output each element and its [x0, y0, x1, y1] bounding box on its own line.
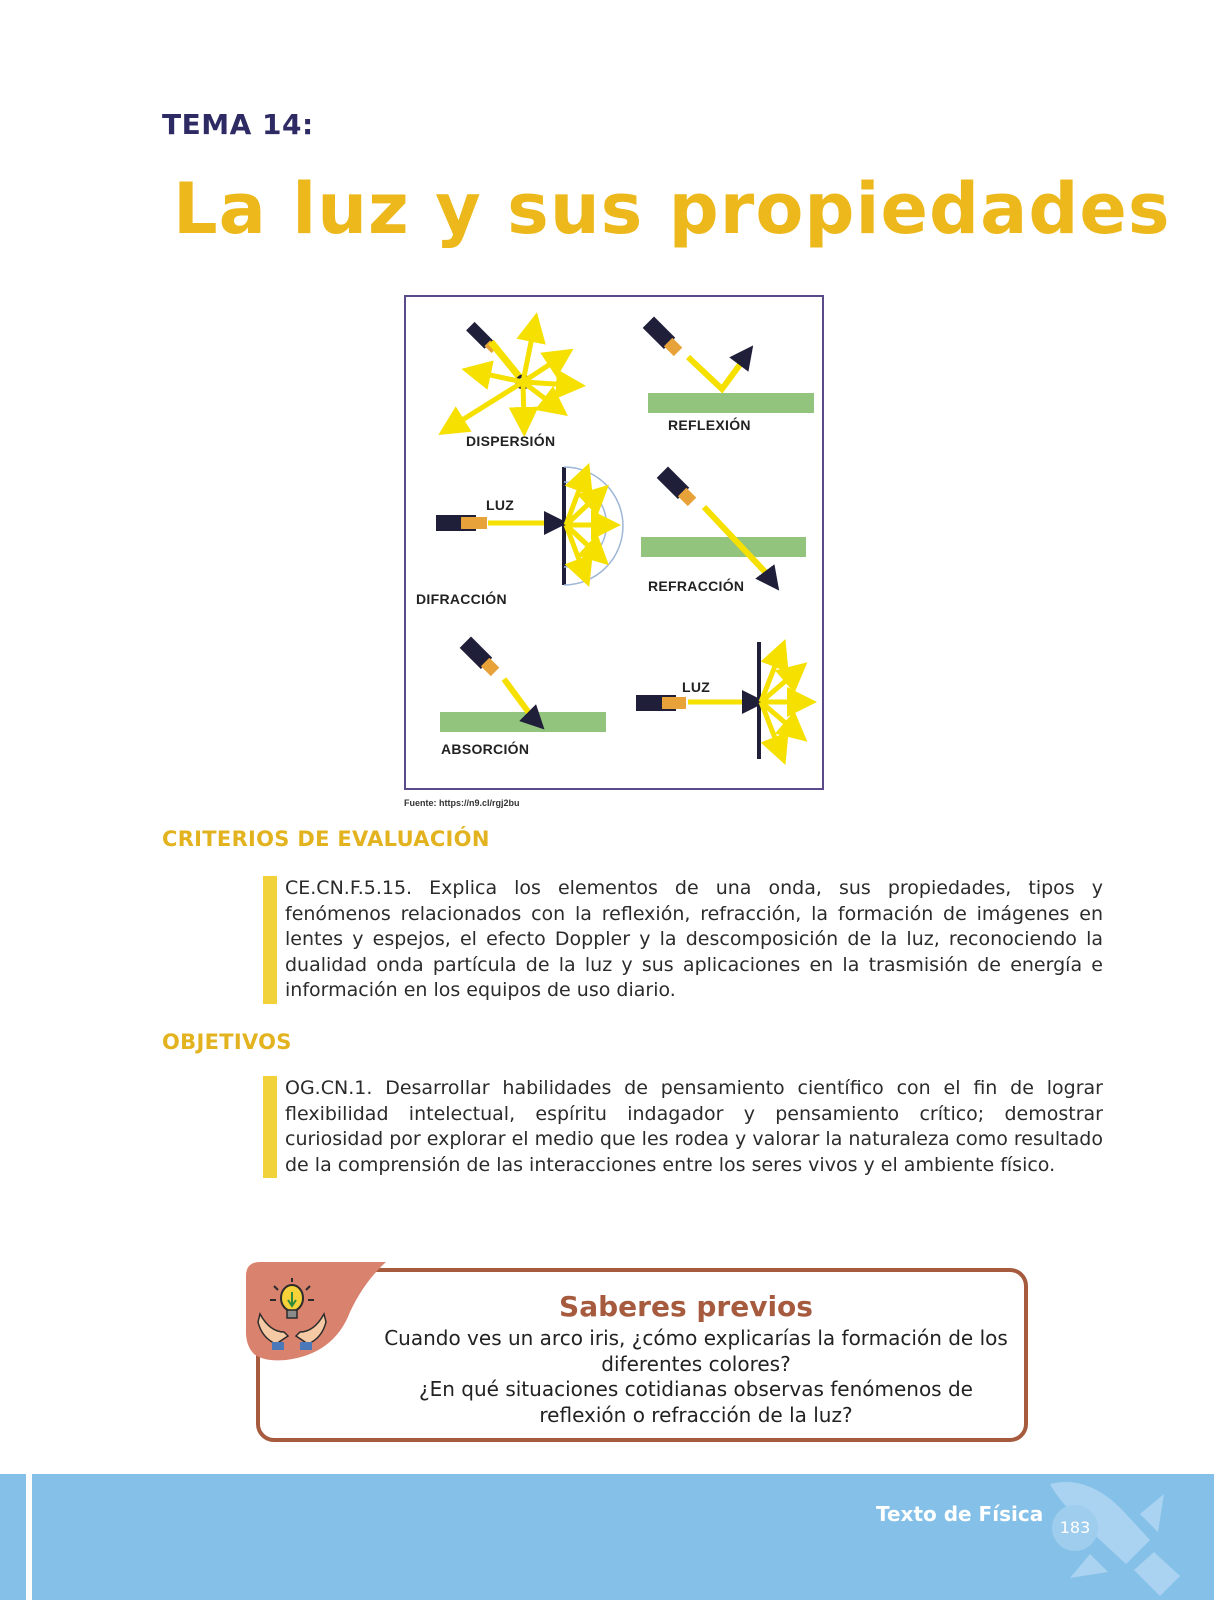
footer-stripe [26, 1474, 32, 1600]
page-title: La luz y sus propiedades [173, 168, 1171, 250]
absorption-diagram [440, 637, 606, 732]
objetivos-text: OG.CN.1. Desarrollar habilidades de pensamiento científico con el fin de lograr flexibilidad intelectual, espíritu indagador y pensamiento crítico; demostrar curiosidad por explorar el medio que les rodea y valorar la naturaleza como resultado de la comprensión de las interacciones entre los seres vivos y el ambiente físico. [285, 1077, 1103, 1176]
label-dispersion: DISPERSIÓN [466, 433, 556, 449]
label-reflexion: REFLEXIÓN [668, 417, 751, 433]
saberes-question-1: Cuando ves un arco iris, ¿cómo explicarías la formación de los diferentes colores? [384, 1326, 1008, 1376]
label-luz-1: LUZ [486, 497, 515, 513]
label-refraccion: REFRACCIÓN [648, 578, 745, 594]
objetivos-box [263, 1076, 1103, 1178]
saberes-title: Saberes previos [559, 1290, 813, 1323]
reflection-diagram [643, 317, 814, 413]
saberes-question-2: ¿En qué situaciones cotidianas observas fenómenos de reflexión o refracción de la luz? [419, 1377, 973, 1427]
light-properties-illustration [406, 297, 822, 788]
topic-number: TEMA 14: [162, 108, 314, 141]
page-number: 183 [1052, 1505, 1098, 1551]
diffraction-diagram-2 [636, 642, 802, 759]
figure-source: Fuente: https://n9.cl/rgj2bu [404, 798, 520, 808]
criterios-heading: CRITERIOS DE EVALUACIÓN [162, 827, 490, 851]
objetivos-heading: OBJETIVOS [162, 1030, 292, 1054]
refraction-diagram [641, 467, 806, 581]
criterios-box [263, 876, 1103, 1004]
label-luz-2: LUZ [682, 679, 711, 695]
book-title: Texto de Física [876, 1502, 1044, 1526]
diffraction-diagram [436, 467, 623, 585]
label-difraccion: DIFRACCIÓN [416, 591, 507, 607]
dispersion-diagram [451, 322, 571, 427]
criterios-text: CE.CN.F.5.15. Explica los elementos de una onda, sus propiedades, tipos y fenómenos relacionados con la reflexión, refracción, la formación de imágenes en lentes y espejos, el efecto Doppler y la descomposición de la luz, reconociendo la dualidad onda partícula de la luz y sus aplicaciones en la trasmisión de energía e información en los equipos de uso diario. [285, 877, 1103, 1001]
light-properties-figure [404, 295, 824, 790]
label-absorcion: ABSORCIÓN [441, 741, 530, 757]
saberes-questions [376, 1326, 1016, 1428]
